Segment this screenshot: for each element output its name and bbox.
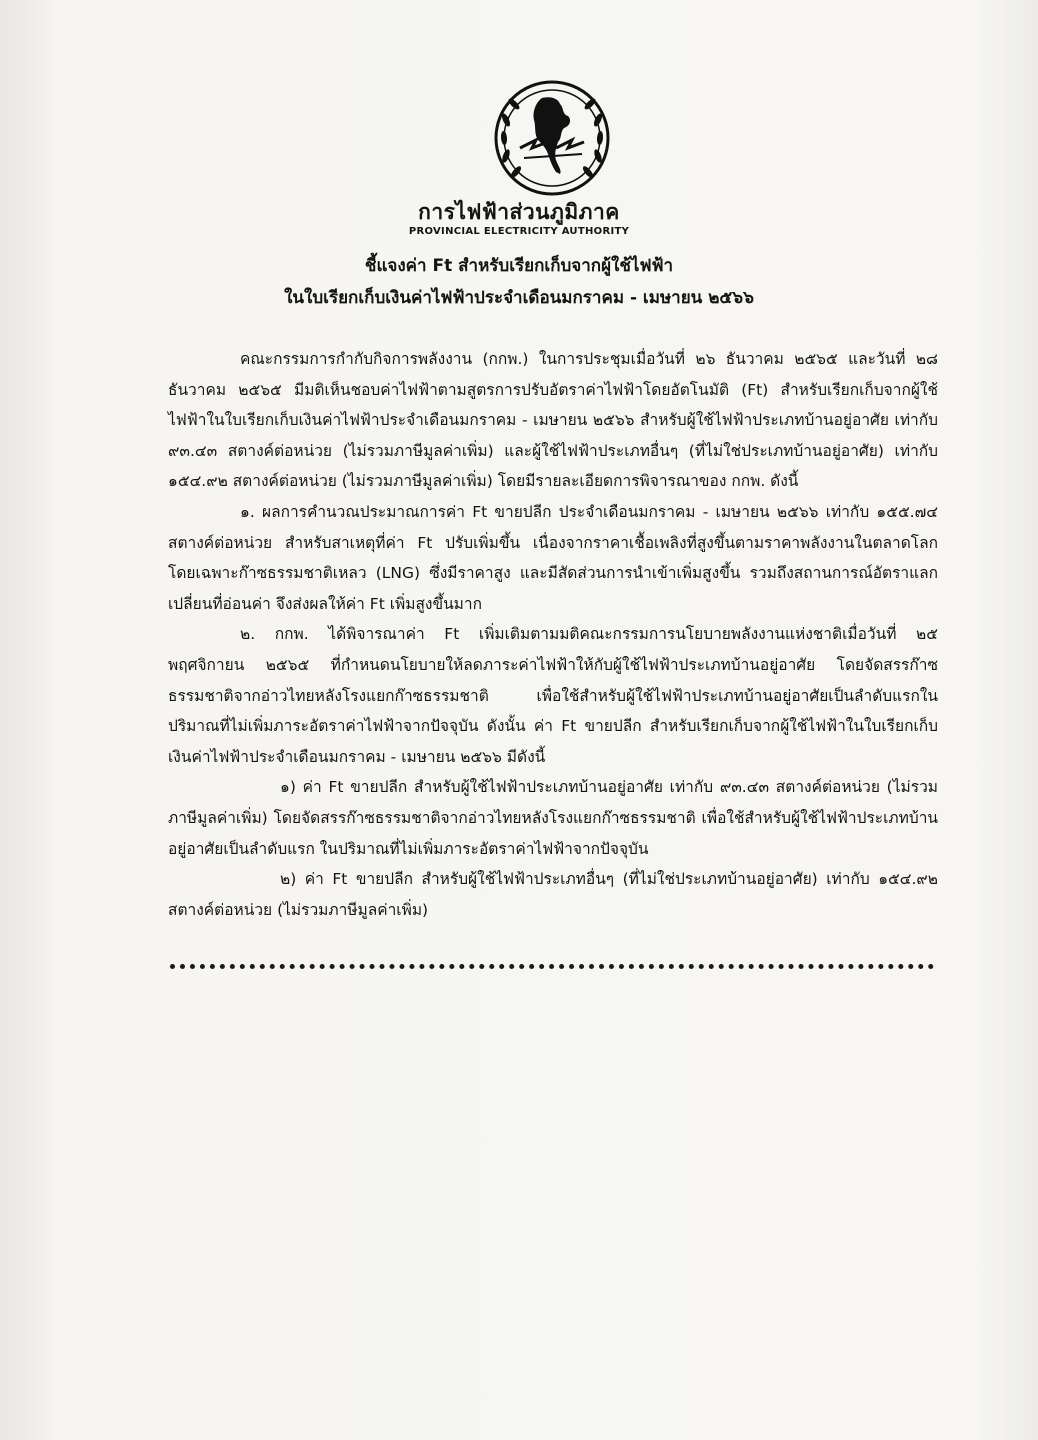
intro-paragraph: คณะกรรมการกำกับกิจการพลังงาน (กกพ.) ในการประชุมเมื่อวันที่ ๒๖ ธันวาคม ๒๕๖๕ และวันที่ ๒๘ ธันวาคม ๒๕๖๕ มีมติเห็นชอบค่าไฟฟ้าตามสูตรการปรับอัตราค่าไฟฟ้าโดยอัตโนมัติ (Ft) สำหรับเรียกเก็บจากผู้ใช้ไฟฟ้าในใบเรียกเก็บเงินค่าไฟฟ้าประจำเดือนมกราคม - เมษายน ๒๕๖๖ สำหรับผู้ใช้ไฟฟ้าประเภทบ้านอยู่อาศัย เท่ากับ ๙๓.๔๓ สตางค์ต่อหน่วย (ไม่รวมภาษีมูลค่าเพิ่ม) และผู้ใช้ไฟฟ้าประเภทอื่นๆ (ที่ไม่ใช่ประเภทบ้านอยู่อาศัย) เท่ากับ ๑๕๔.๙๒ สตางค์ต่อหน่วย (ไม่รวมภาษีมูลค่าเพิ่ม) โดยมีรายละเอียดการพิจารณาของ กกพ. ดังนี้ [168,350,938,491]
sub-item-2-paragraph: ๒) ค่า Ft ขายปลีก สำหรับผู้ใช้ไฟฟ้าประเภทอื่นๆ (ที่ไม่ใช่ประเภทบ้านอยู่อาศัย) เท่ากับ ๑๕๔.๙๒ สตางค์ต่อหน่วย (ไม่รวมภาษีมูลค่าเพิ่ม) [168,870,938,919]
dotted-divider [170,964,934,969]
document-title-line1: ชี้แจงค่า Ft สำหรับเรียกเก็บจากผู้ใช้ไฟฟ้า [364,256,674,276]
sub-item-1-paragraph: ๑) ค่า Ft ขายปลีก สำหรับผู้ใช้ไฟฟ้าประเภทบ้านอยู่อาศัย เท่ากับ ๙๓.๔๓ สตางค์ต่อหน่วย (ไม่รวมภาษีมูลค่าเพิ่ม) โดยจัดสรรก๊าซธรรมชาติจากอ่าวไทยหลังโรงแยกก๊าซธรรมชาติ เพื่อใช้สำหรับผู้ใช้ไฟฟ้าประเภทบ้านอยู่อาศัยเป็นลำดับแรก ในปริมาณที่ไม่เพิ่มภาระอัตราค่าไฟฟ้าจากปัจจุบัน [168,778,938,858]
document-body [168,344,938,925]
org-name-thai: การไฟฟ้าส่วนภูมิภาค [418,200,620,224]
item-2-paragraph: ๒. กกพ. ได้พิจารณาค่า Ft เพิ่มเติมตามมติคณะกรรมการนโยบายพลังงานแห่งชาติเมื่อวันที่ ๒๕ พฤศจิกายน ๒๕๖๕ ที่กำหนดนโยบายให้ลดภาระค่าไฟฟ้าให้กับผู้ใช้ไฟฟ้าประเภทบ้านอยู่อาศัย โดยจัดสรรก๊าซธรรมชาติจากอ่าวไทยหลังโรงแยกก๊าซธรรมชาติ เพื่อใช้สำหรับผู้ใช้ไฟฟ้าประเภทบ้านอยู่อาศัยเป็นลำดับแรกในปริมาณที่ไม่เพิ่มภาระอัตราค่าไฟฟ้าจากปัจจุบัน ดังนั้น ค่า Ft ขายปลีก สำหรับเรียกเก็บจากผู้ใช้ไฟฟ้าในใบเรียกเก็บเงินค่าไฟฟ้าประจำเดือนมกราคม - เมษายน ๒๕๖๖ มีดังนี้ [168,625,938,766]
org-name-english: PROVINCIAL ELECTRICITY AUTHORITY [408,226,630,237]
pea-logo [490,78,614,202]
item-1-paragraph: ๑. ผลการคำนวณประมาณการค่า Ft ขายปลีก ประจำเดือนมกราคม - เมษายน ๒๕๖๖ เท่ากับ ๑๕๕.๗๔ สตางค์ต่อหน่วย สำหรับสาเหตุที่ค่า Ft ปรับเพิ่มขึ้น เนื่องจากราคาเชื้อเพลิงที่สูงขึ้นตามราคาพลังงานในตลาดโลก โดยเฉพาะก๊าซธรรมชาติเหลว (LNG) ซึ่งมีราคาสูง และมีสัดส่วนการนำเข้าเพิ่มสูงขึ้น รวมถึงสถานการณ์อัตราแลกเปลี่ยนที่อ่อนค่า จึงส่งผลให้ค่า Ft เพิ่มสูงขึ้นมาก [168,502,938,613]
pea-emblem-icon [490,78,614,202]
document-title-line2: ในใบเรียกเก็บเงินค่าไฟฟ้าประจำเดือนมกราคม - เมษายน ๒๕๖๖ [284,288,754,308]
